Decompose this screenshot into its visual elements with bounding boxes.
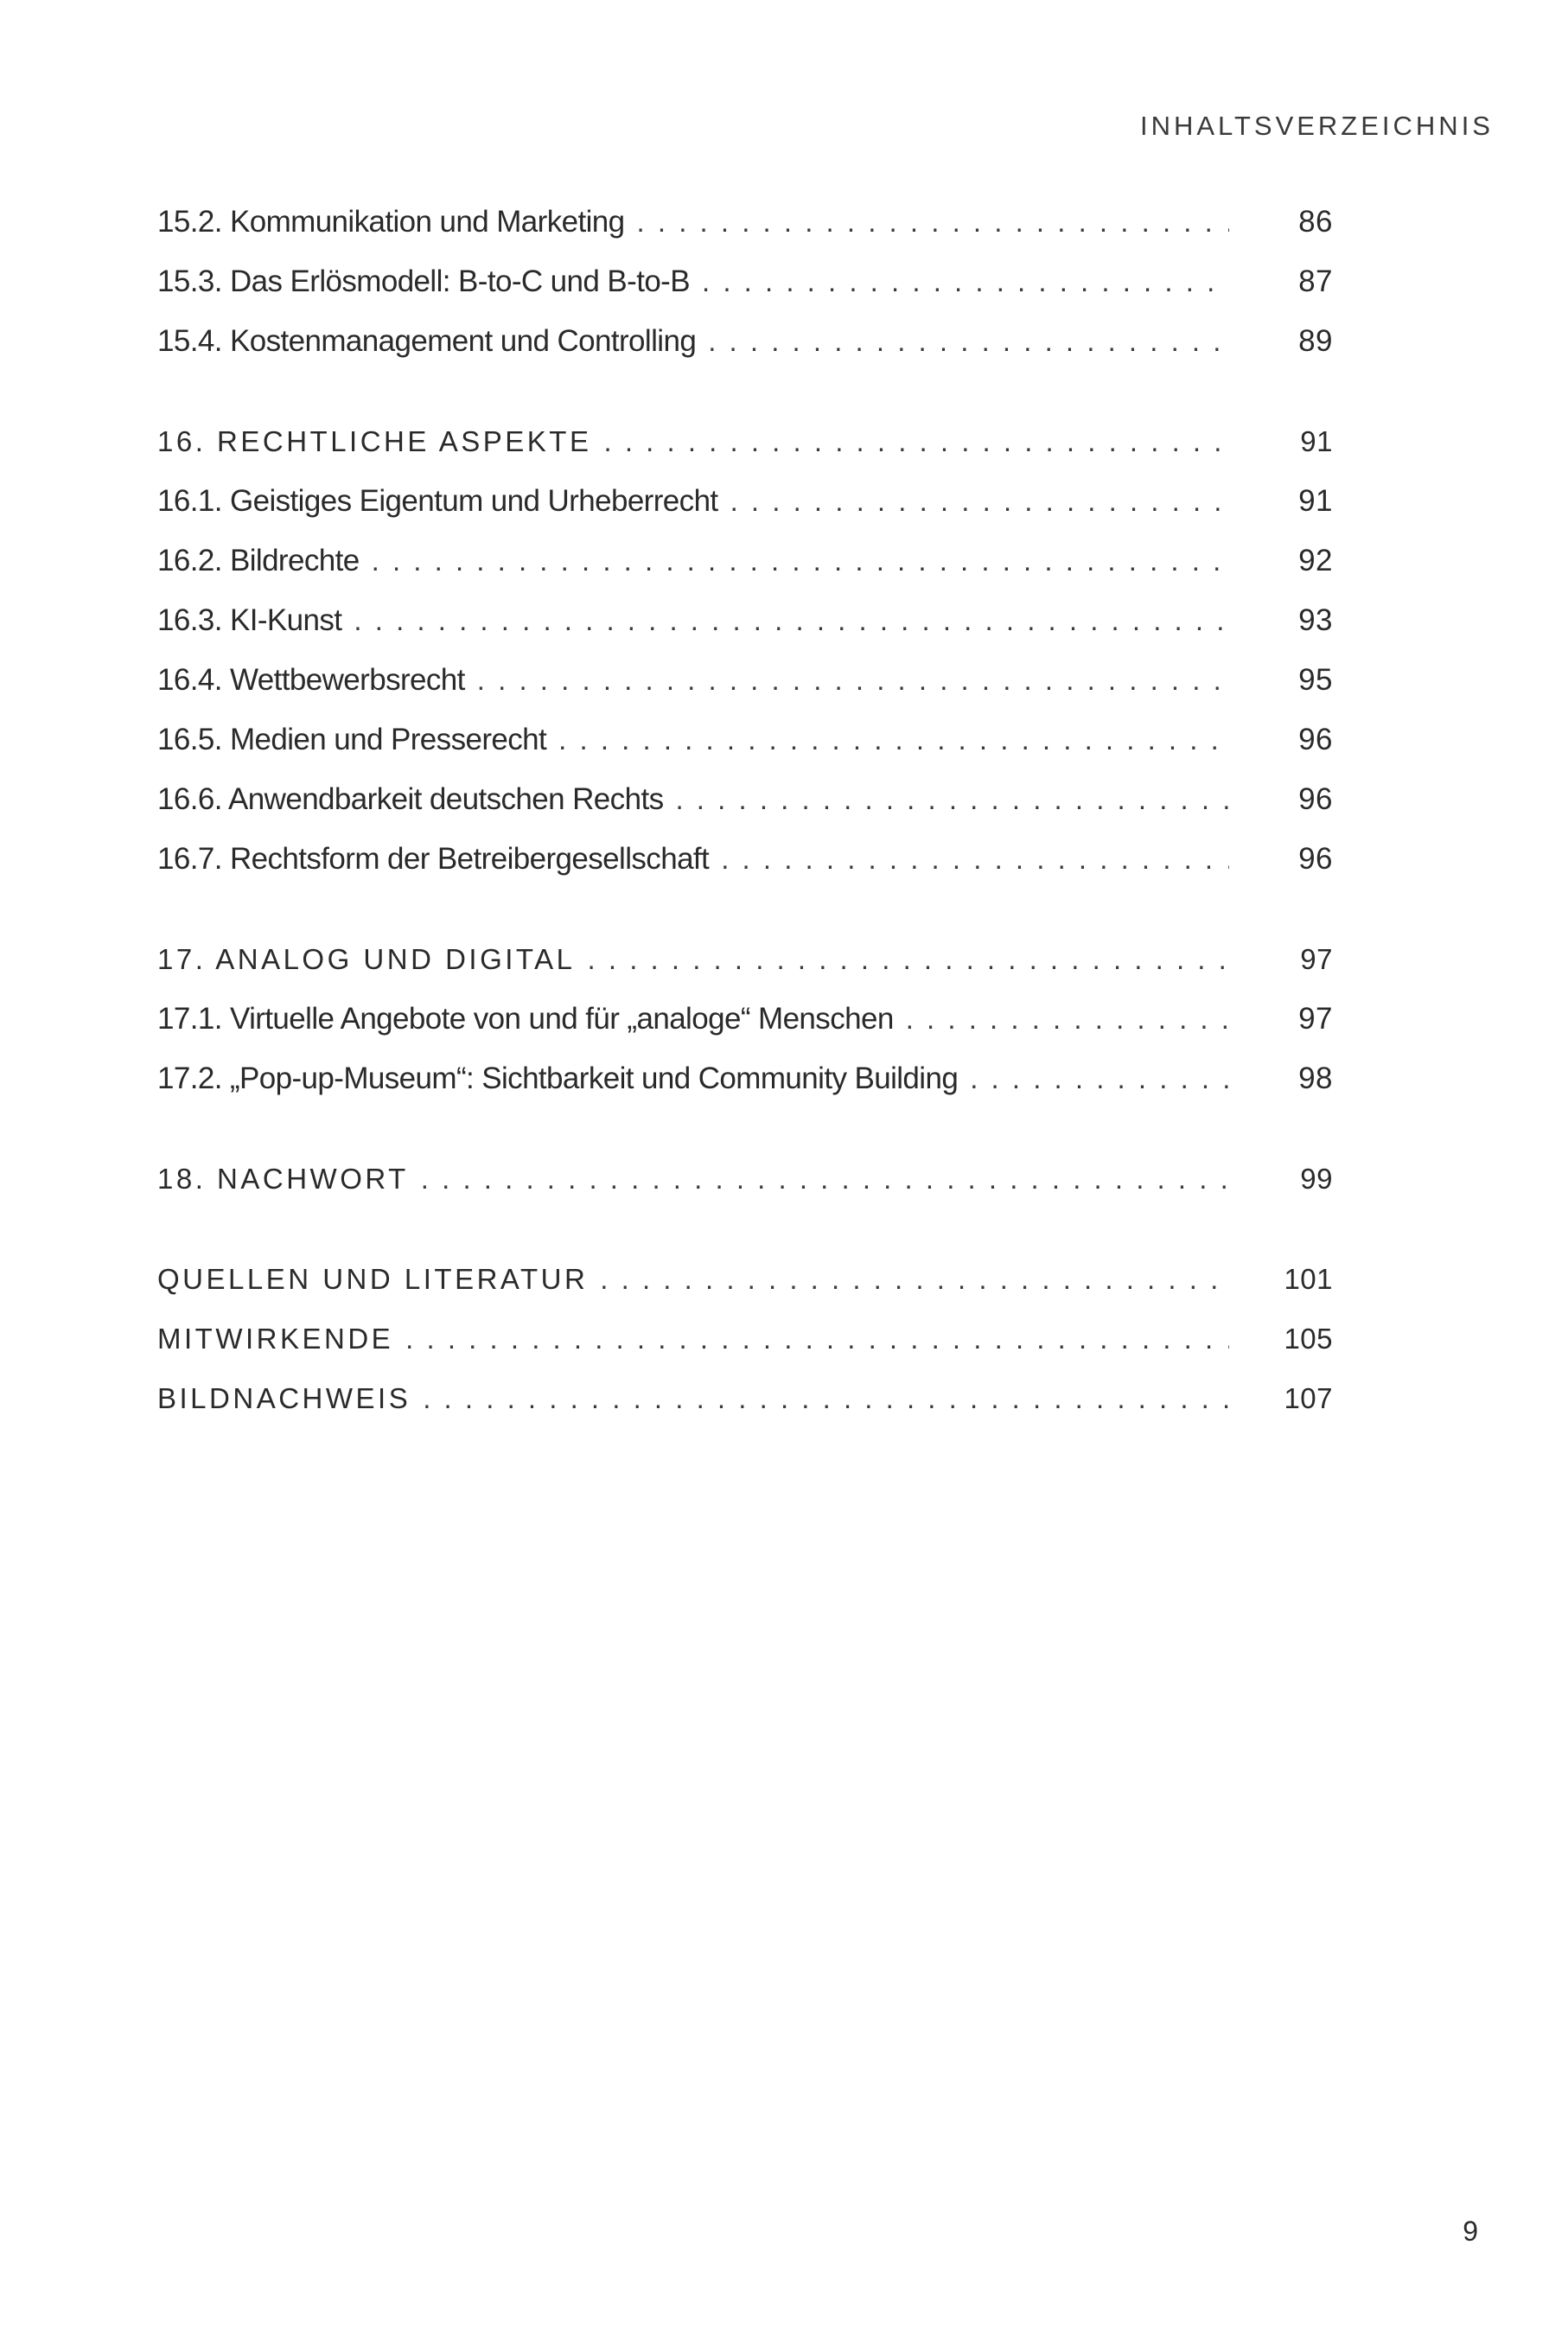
toc-entry[interactable] (157, 192, 1333, 252)
toc-entry[interactable] (157, 471, 1333, 531)
toc-chapter-entry[interactable] (157, 411, 1333, 471)
toc-group (157, 1249, 1333, 1428)
running-header: INHALTSVERZEICHNIS (1139, 111, 1494, 141)
toc-entry-page: 97 (1300, 943, 1333, 975)
toc-entry-title: 17.1. Virtuelle Angebote von und für „analoge“ Menschen (157, 1002, 894, 1036)
toc-entry[interactable] (157, 710, 1333, 769)
page-number: 9 (1463, 2216, 1478, 2247)
dot-leader (588, 929, 1229, 989)
toc-entry-title: 17.2. „Pop-up-Museum“: Sichtbarkeit und Community Building (157, 1062, 959, 1095)
dot-leader (558, 710, 1229, 769)
dot-leader (600, 1249, 1229, 1309)
toc-group (157, 192, 1333, 371)
toc-entry-page: 107 (1284, 1382, 1333, 1414)
toc-entry-title: 16.7. Rechtsform der Betreibergesellschaft (157, 842, 710, 876)
dot-leader (423, 1368, 1229, 1428)
toc-chapter-entry[interactable] (157, 929, 1333, 989)
dot-leader (637, 192, 1229, 252)
toc-entry[interactable] (157, 590, 1333, 650)
toc-entry[interactable] (157, 252, 1333, 311)
toc-group (157, 1149, 1333, 1208)
toc-entry-page: 97 (1298, 1002, 1333, 1036)
toc-entry-title: 16.2. Bildrechte (157, 544, 360, 577)
dot-leader (603, 411, 1229, 471)
toc-group (157, 929, 1333, 1108)
toc-entry-title: 15.3. Das Erlösmodell: B-to-C und B-to-B (157, 265, 690, 298)
toc-entry-page: 96 (1298, 842, 1333, 876)
toc-entry-title: 16.5. Medien und Presserecht (157, 723, 547, 756)
toc-entry-page: 99 (1300, 1163, 1333, 1195)
toc-entry-page: 98 (1298, 1062, 1333, 1095)
toc-chapter-entry[interactable] (157, 1368, 1333, 1428)
toc-entry-page: 92 (1298, 544, 1333, 577)
toc-entry-title: 15.2. Kommunikation und Marketing (157, 205, 625, 239)
toc-chapter-entry[interactable] (157, 1149, 1333, 1208)
toc-entry-title: 16. RECHTLICHE ASPEKTE (157, 425, 592, 457)
dot-leader (721, 829, 1229, 889)
toc-entry[interactable] (157, 1049, 1333, 1108)
toc-entry-page: 105 (1284, 1323, 1333, 1355)
dot-leader (354, 590, 1229, 650)
toc-entry-page: 93 (1298, 603, 1333, 637)
toc-entry-page: 87 (1298, 265, 1333, 298)
toc-entry[interactable] (157, 531, 1333, 590)
dot-leader (708, 311, 1229, 371)
dot-leader (730, 471, 1229, 531)
toc-entry[interactable] (157, 769, 1333, 829)
dot-leader (421, 1149, 1229, 1208)
toc-entry-page: 91 (1298, 484, 1333, 518)
dot-leader (372, 531, 1229, 590)
toc-entry-title: 16.4. Wettbewerbsrecht (157, 663, 465, 697)
dot-leader (675, 769, 1229, 829)
toc-entry-page: 101 (1284, 1263, 1333, 1295)
toc-entry[interactable] (157, 829, 1333, 889)
toc-entry-title: 18. NACHWORT (157, 1163, 409, 1195)
toc-entry-title: 15.4. Kostenmanagement und Controlling (157, 324, 697, 358)
toc-entry-page: 86 (1298, 205, 1333, 239)
toc-entry-page: 95 (1298, 663, 1333, 697)
toc-entry-title: 17. ANALOG UND DIGITAL (157, 943, 576, 975)
toc-entry[interactable] (157, 989, 1333, 1049)
toc-entry-title: BILDNACHWEIS (157, 1382, 411, 1414)
toc-entry-page: 96 (1298, 723, 1333, 756)
toc-entry[interactable] (157, 311, 1333, 371)
toc-entry-title: 16.6. Anwendbarkeit deutschen Rechts (157, 782, 664, 816)
dot-leader (702, 252, 1229, 311)
toc-entry-title: 16.1. Geistiges Eigentum und Urheberrecht (157, 484, 718, 518)
table-of-contents (157, 192, 1333, 1428)
toc-chapter-entry[interactable] (157, 1249, 1333, 1309)
toc-entry-title: MITWIRKENDE (157, 1323, 394, 1355)
toc-entry-page: 91 (1300, 425, 1333, 457)
toc-entry-page: 96 (1298, 782, 1333, 816)
toc-entry-title: 16.3. KI-Kunst (157, 603, 342, 637)
toc-chapter-entry[interactable] (157, 1309, 1333, 1368)
toc-entry-title: QUELLEN UND LITERATUR (157, 1263, 589, 1295)
dot-leader (970, 1049, 1229, 1108)
dot-leader (405, 1309, 1229, 1368)
dot-leader (906, 989, 1229, 1049)
toc-entry-page: 89 (1298, 324, 1333, 358)
dot-leader (477, 650, 1229, 710)
toc-group (157, 411, 1333, 889)
toc-entry[interactable] (157, 650, 1333, 710)
